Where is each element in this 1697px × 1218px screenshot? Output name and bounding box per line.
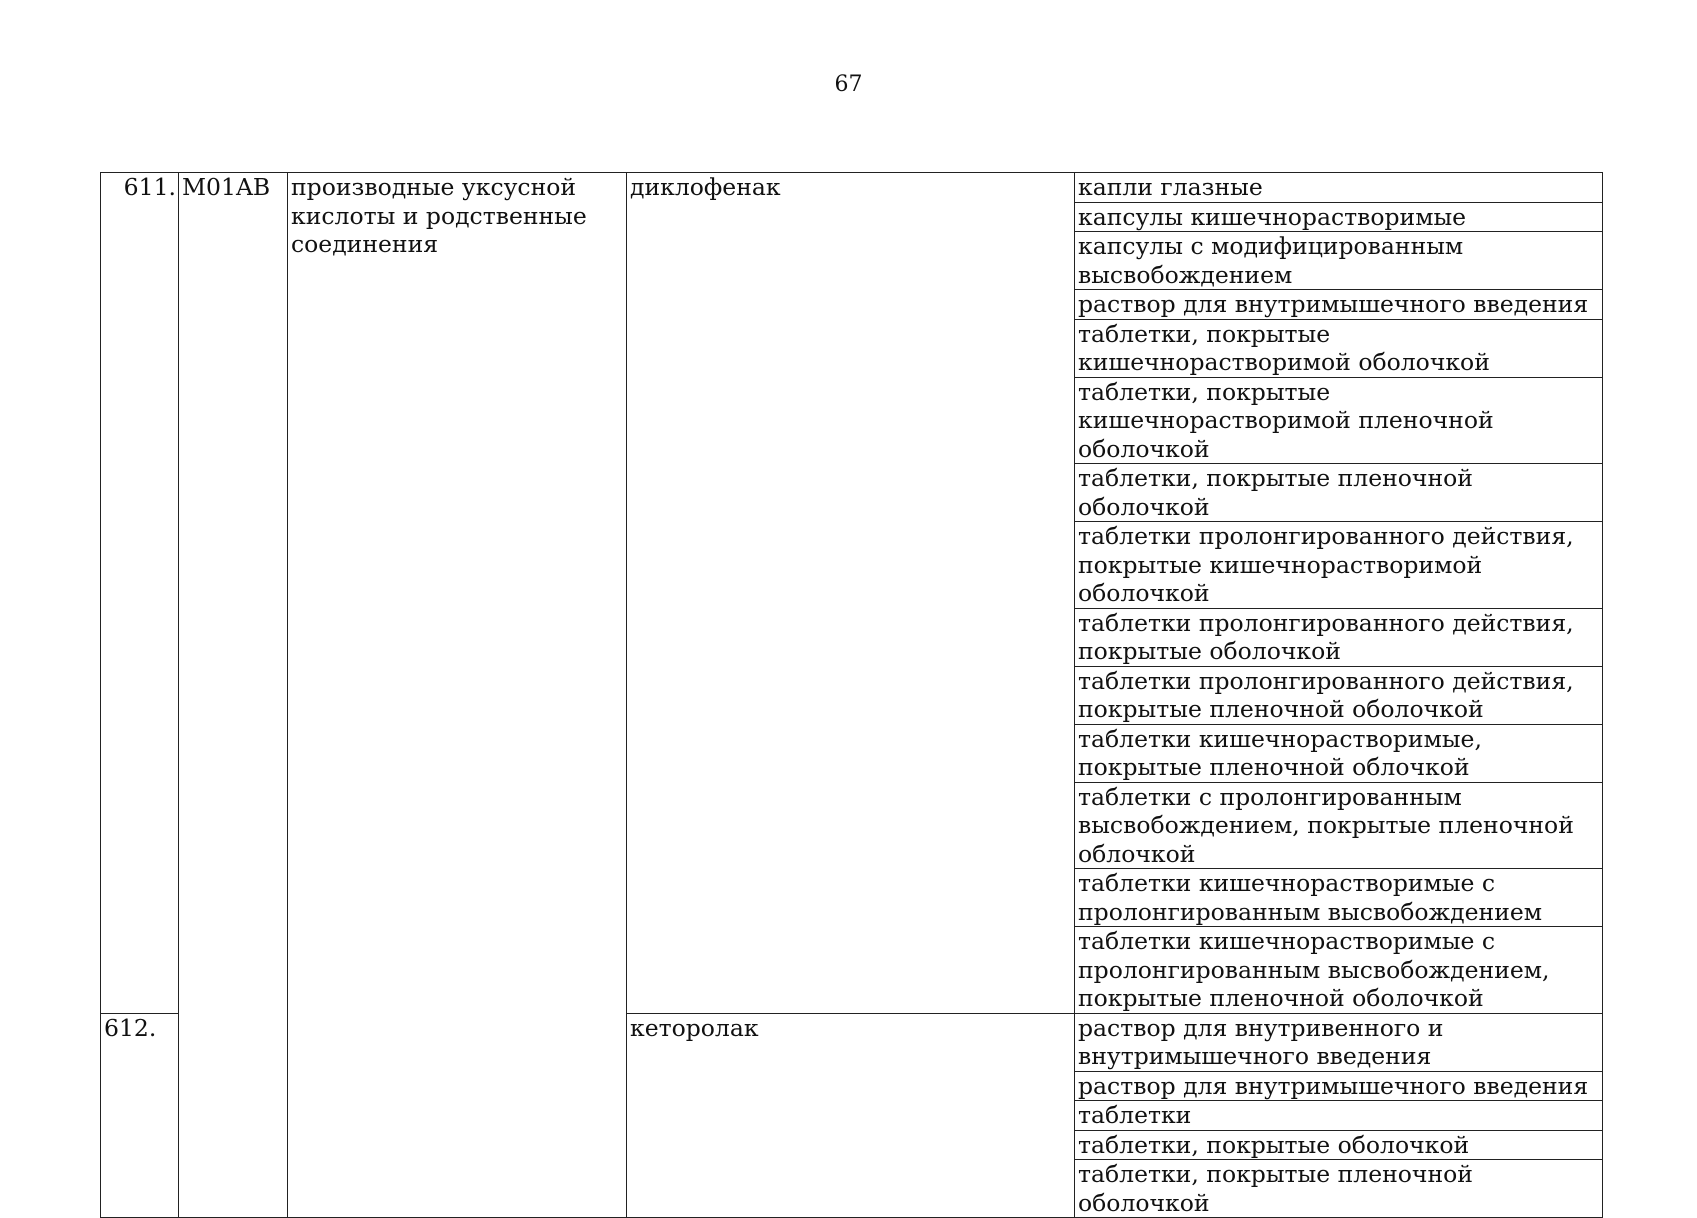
table-row xyxy=(101,173,1603,203)
pharmacological-group-cell: производные уксусной кислоты и родственные соединения xyxy=(288,173,627,1218)
dosage-form-cell: таблетки, покрытые оболочкой xyxy=(1075,1130,1603,1160)
dosage-form-cell: капсулы кишечнорастворимые xyxy=(1075,202,1603,232)
dosage-form-cell: таблетки, покрытые кишечнорастворимой оболочкой xyxy=(1075,319,1603,377)
dosage-form-cell: таблетки пролонгированного действия, покрытые оболочкой xyxy=(1075,608,1603,666)
dosage-form-cell: таблетки пролонгированного действия, покрытые пленочной оболочкой xyxy=(1075,666,1603,724)
dosage-form-cell: капли глазные xyxy=(1075,173,1603,203)
dosage-form-cell: таблетки кишечнорастворимые, покрытые пленочной облочкой xyxy=(1075,724,1603,782)
dosage-form-cell: раствор для внутримышечного введения xyxy=(1075,290,1603,320)
dosage-form-cell: таблетки кишечнорастворимые с пролонгированным высвобождением, покрытые пленочной оболочкой xyxy=(1075,927,1603,1014)
dosage-form-cell: капсулы с модифицированным высвобождением xyxy=(1075,232,1603,290)
row-number-cell: 612. xyxy=(101,1013,179,1218)
row-number-cell: 611. xyxy=(101,173,179,1014)
dosage-form-cell: таблетки, покрытые пленочной оболочкой xyxy=(1075,1160,1603,1218)
dosage-form-cell: таблетки пролонгированного действия, покрытые кишечнорастворимой оболочкой xyxy=(1075,522,1603,609)
drug-name-cell: диклофенак xyxy=(627,173,1075,1014)
atc-code-cell: M01AB xyxy=(179,173,288,1218)
dosage-form-cell: таблетки, покрытые пленочной оболочкой xyxy=(1075,464,1603,522)
dosage-form-cell: раствор для внутривенного и внутримышечного введения xyxy=(1075,1013,1603,1071)
drug-name-cell: кеторолак xyxy=(627,1013,1075,1218)
drug-table xyxy=(100,172,1603,1218)
dosage-form-cell: раствор для внутримышечного введения xyxy=(1075,1071,1603,1101)
dosage-form-cell: таблетки кишечнорастворимые с пролонгированным высвобождением xyxy=(1075,869,1603,927)
page-number: 67 xyxy=(834,72,863,97)
dosage-form-cell: таблетки с пролонгированным высвобождением, покрытые пленочной облочкой xyxy=(1075,782,1603,869)
dosage-form-cell: таблетки xyxy=(1075,1101,1603,1131)
dosage-form-cell: таблетки, покрытые кишечнорастворимой пленочной оболочкой xyxy=(1075,377,1603,464)
